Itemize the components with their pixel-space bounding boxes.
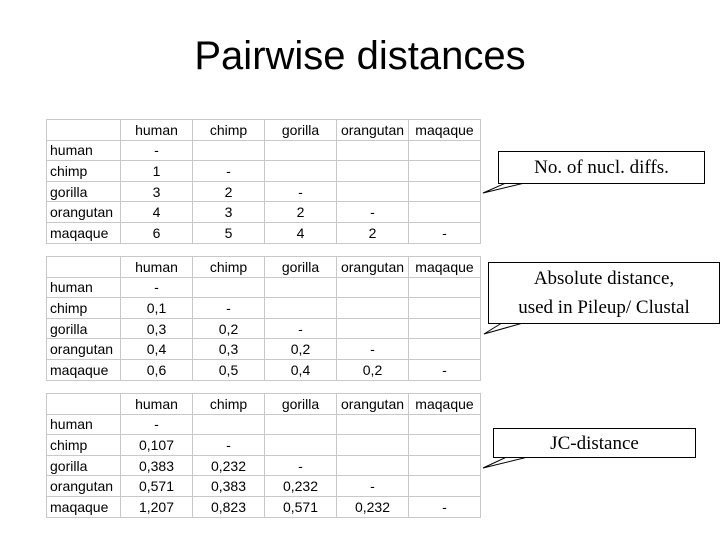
distance-cell: - bbox=[193, 435, 265, 456]
table-row bbox=[47, 202, 481, 223]
distance-cell: 0,232 bbox=[265, 476, 337, 497]
callout-jc-text: JC-distance bbox=[550, 433, 639, 454]
distance-cell: - bbox=[193, 161, 265, 182]
row-header: human bbox=[47, 414, 121, 435]
distance-cell bbox=[193, 277, 265, 298]
distance-cell bbox=[409, 181, 481, 202]
distance-cell: 0,383 bbox=[193, 476, 265, 497]
distance-cell: 0,5 bbox=[193, 359, 265, 380]
table-row bbox=[47, 455, 481, 476]
distance-cell bbox=[409, 161, 481, 182]
distance-cell bbox=[409, 277, 481, 298]
row-header: chimp bbox=[47, 435, 121, 456]
distance-cell bbox=[409, 202, 481, 223]
distance-cell bbox=[409, 318, 481, 339]
distance-cell: - bbox=[265, 455, 337, 476]
table-row bbox=[47, 298, 481, 319]
corner-cell bbox=[47, 394, 121, 415]
column-header: gorilla bbox=[265, 394, 337, 415]
distance-cell: 0,823 bbox=[193, 496, 265, 517]
distance-cell: - bbox=[265, 318, 337, 339]
distance-cell bbox=[337, 414, 409, 435]
distance-cell bbox=[337, 140, 409, 161]
distance-cell bbox=[265, 435, 337, 456]
distance-cell: 3 bbox=[193, 202, 265, 223]
distance-cell: 0,3 bbox=[121, 318, 193, 339]
row-header: gorilla bbox=[47, 455, 121, 476]
distance-cell: 0,3 bbox=[193, 339, 265, 360]
distance-cell bbox=[409, 414, 481, 435]
distance-cell bbox=[409, 298, 481, 319]
distance-cell: 0,232 bbox=[193, 455, 265, 476]
row-header: maqaque bbox=[47, 359, 121, 380]
distance-cell bbox=[265, 414, 337, 435]
distance-cell: - bbox=[193, 298, 265, 319]
distance-cell: 0,383 bbox=[121, 455, 193, 476]
row-header: maqaque bbox=[47, 496, 121, 517]
distance-cell bbox=[409, 339, 481, 360]
column-header: human bbox=[121, 257, 193, 278]
column-header: chimp bbox=[193, 257, 265, 278]
distance-cell: - bbox=[121, 277, 193, 298]
distance-cell bbox=[265, 298, 337, 319]
column-header: maqaque bbox=[409, 394, 481, 415]
table-row bbox=[47, 496, 481, 517]
distance-cell: - bbox=[121, 140, 193, 161]
table-row bbox=[47, 318, 481, 339]
row-header: maqaque bbox=[47, 222, 121, 243]
table-row bbox=[47, 359, 481, 380]
distance-cell bbox=[409, 455, 481, 476]
distance-cell: 5 bbox=[193, 222, 265, 243]
callout-nucl-diffs bbox=[498, 151, 705, 184]
row-header: human bbox=[47, 140, 121, 161]
header-row bbox=[47, 257, 481, 278]
corner-cell bbox=[47, 257, 121, 278]
column-header: gorilla bbox=[265, 257, 337, 278]
distance-cell bbox=[337, 455, 409, 476]
distance-cell bbox=[265, 140, 337, 161]
distance-cell: 0,571 bbox=[265, 496, 337, 517]
slide-title bbox=[0, 30, 720, 82]
distance-cell bbox=[337, 161, 409, 182]
column-header: maqaque bbox=[409, 120, 481, 141]
distance-cell: 0,1 bbox=[121, 298, 193, 319]
distance-cell: 3 bbox=[121, 181, 193, 202]
distance-cell bbox=[193, 414, 265, 435]
table-row bbox=[47, 181, 481, 202]
row-header: orangutan bbox=[47, 339, 121, 360]
distance-cell: 6 bbox=[121, 222, 193, 243]
slide-title-text: Pairwise distances bbox=[194, 34, 526, 78]
distance-cell: 0,4 bbox=[265, 359, 337, 380]
table-row bbox=[47, 476, 481, 497]
callout-absolute-line2: used in Pileup/ Clustal bbox=[518, 297, 690, 318]
header-row bbox=[47, 120, 481, 141]
distance-cell: 1,207 bbox=[121, 496, 193, 517]
callout-jc-distance bbox=[493, 428, 696, 458]
callout-nucl-diffs-text: No. of nucl. diffs. bbox=[534, 157, 669, 178]
column-header: maqaque bbox=[409, 257, 481, 278]
distance-cell: - bbox=[409, 359, 481, 380]
distance-cell: 0,232 bbox=[337, 496, 409, 517]
distance-cell bbox=[409, 140, 481, 161]
row-header: orangutan bbox=[47, 202, 121, 223]
header-row bbox=[47, 394, 481, 415]
row-header: gorilla bbox=[47, 181, 121, 202]
distance-cell: - bbox=[337, 202, 409, 223]
row-header: human bbox=[47, 277, 121, 298]
row-header: chimp bbox=[47, 298, 121, 319]
distance-cell: - bbox=[265, 181, 337, 202]
column-header: orangutan bbox=[337, 120, 409, 141]
distance-table-nucl-diffs bbox=[46, 119, 481, 244]
distance-cell bbox=[265, 277, 337, 298]
table-row bbox=[47, 161, 481, 182]
column-header: orangutan bbox=[337, 257, 409, 278]
table-row bbox=[47, 435, 481, 456]
distance-cell bbox=[337, 181, 409, 202]
callout-absolute-line1: Absolute distance, bbox=[533, 268, 675, 289]
distance-cell: 1 bbox=[121, 161, 193, 182]
distance-cell bbox=[337, 298, 409, 319]
column-header: human bbox=[121, 394, 193, 415]
table-row bbox=[47, 277, 481, 298]
table-row bbox=[47, 339, 481, 360]
distance-cell: 0,2 bbox=[265, 339, 337, 360]
distance-cell: 4 bbox=[265, 222, 337, 243]
distance-cell: 0,2 bbox=[193, 318, 265, 339]
distance-cell bbox=[337, 435, 409, 456]
callout-absolute-distance bbox=[488, 262, 720, 324]
distance-cell: - bbox=[409, 222, 481, 243]
row-header: gorilla bbox=[47, 318, 121, 339]
distance-cell: 0,4 bbox=[121, 339, 193, 360]
distance-table-jc bbox=[46, 393, 481, 518]
distance-cell: - bbox=[337, 339, 409, 360]
distance-cell: 0,2 bbox=[337, 359, 409, 380]
row-header: chimp bbox=[47, 161, 121, 182]
distance-cell: - bbox=[337, 476, 409, 497]
distance-cell bbox=[337, 318, 409, 339]
table-row bbox=[47, 222, 481, 243]
table-row bbox=[47, 414, 481, 435]
distance-cell: 2 bbox=[193, 181, 265, 202]
distance-cell: - bbox=[121, 414, 193, 435]
row-header: orangutan bbox=[47, 476, 121, 497]
distance-table-absolute bbox=[46, 256, 481, 381]
distance-cell bbox=[265, 161, 337, 182]
distance-cell: 4 bbox=[121, 202, 193, 223]
column-header: chimp bbox=[193, 120, 265, 141]
column-header: gorilla bbox=[265, 120, 337, 141]
distance-cell: 0,6 bbox=[121, 359, 193, 380]
distance-cell: 0,571 bbox=[121, 476, 193, 497]
distance-cell bbox=[193, 140, 265, 161]
column-header: orangutan bbox=[337, 394, 409, 415]
distance-cell: - bbox=[409, 496, 481, 517]
table-row bbox=[47, 140, 481, 161]
distance-cell bbox=[409, 476, 481, 497]
distance-cell bbox=[409, 435, 481, 456]
column-header: human bbox=[121, 120, 193, 141]
distance-cell: 0,107 bbox=[121, 435, 193, 456]
corner-cell bbox=[47, 120, 121, 141]
column-header: chimp bbox=[193, 394, 265, 415]
distance-cell bbox=[337, 277, 409, 298]
distance-cell: 2 bbox=[337, 222, 409, 243]
distance-cell: 2 bbox=[265, 202, 337, 223]
